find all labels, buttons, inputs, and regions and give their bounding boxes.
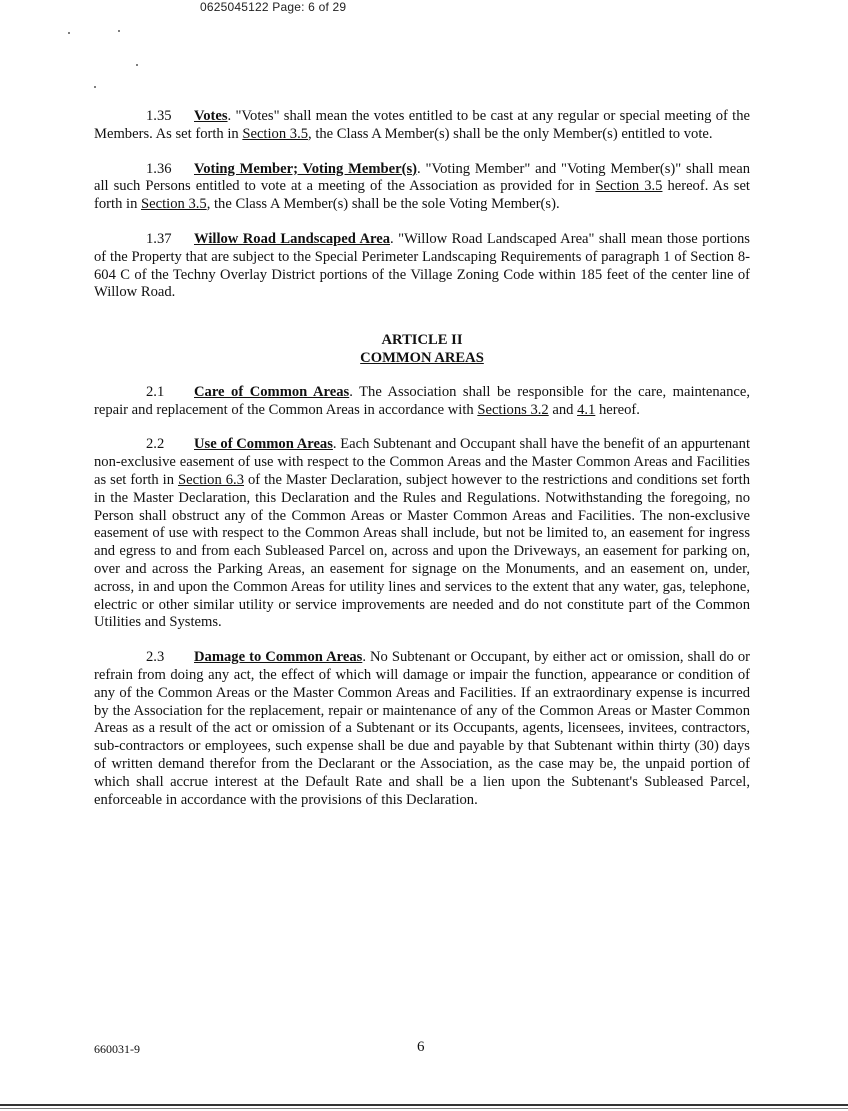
paragraph-text: of the Master Declaration, subject however to the restrictions and conditions set forth in the Master Declaration, this Declaration and the Rules and Regulations. Notwithstanding the foregoing, no Person shall obstruct any of the Common Areas or Master Common Areas and Facilities. The non-exclusive easement of use with respect to the Common Areas shall include, but not be limited to, an easement for ingress and egress to and from each Subleased Parcel on, across and upon the Driveways, an easement for parking on, over and across the Parking Areas, an easement for signage on the Monuments, and an easement on, under, across, in and upon the Common Areas for utility lines and services to the extent that any water, gas, telephone, electric or other similar utility or service improvements are needed and do not constitute part of the Common Utilities and Systems. bbox=[94, 471, 750, 631]
paragraph-text: . Each Subtenant and Occupant shall have the benefit of an appurtenant non-exclusive easement of use with respect to the Common Areas and the Master Common Areas and Facilities as set forth in bbox=[94, 436, 750, 488]
paragraph-text: . No Subtenant or Occupant, by either act or omission, shall do or refrain from doing any act, the effect of which will damage or impair the function, appearance or condition of any of the Common Areas or the Master Common Areas and Facilities. If an extraordinary expense is incurred by the Association for the replacement, repair or maintenance of any of the Common Areas or Master Common Areas as a result of the act or omission of a Subtenant or its Occupants, agents, licensees, invitees, contractors, sub-contractors or employees, such expense shall be due and payable by that Subtenant within thirty (30) days of written demand therefor from the Declarant or the Association, as the case may be, the unpaid portion of which shall accrue interest at the Default Rate and shall be a lien upon the Subtenant's Subleased Parcel, enforceable in accordance with the provisions of this Declaration. bbox=[94, 649, 750, 808]
section-heading: Willow Road Landscaped Area bbox=[194, 230, 390, 247]
paragraph-text: . "Votes" shall mean the votes entitled to be cast at any regular or special meeting of the Members. As set forth in bbox=[94, 108, 750, 142]
scan-speck bbox=[136, 64, 138, 66]
section-heading: Use of Common Areas bbox=[194, 436, 333, 453]
section-reference: 4.1 bbox=[577, 401, 596, 418]
scan-bottom-edge bbox=[0, 1108, 848, 1109]
article-label: ARTICLE II bbox=[381, 332, 463, 349]
paragraph-text: . "Willow Road Landscaped Area" shall mean those portions of the Property that are subject to the Special Perimeter Landscaping Requirements of paragraph 1 of Section 8-604 C of the Techny Overlay District portions of the Village Zoning Code within 185 feet of the center line of Willow Road. bbox=[94, 230, 750, 301]
section-heading: Voting Member; Voting Member(s) bbox=[194, 160, 418, 177]
paragraph-text: . "Voting Member" and "Voting Member(s)" shall mean all such Persons entitled to vote at a meeting of the Association as provided for in bbox=[94, 160, 750, 195]
section-number: 2.2 bbox=[146, 436, 165, 453]
section-reference: Section 3.5 bbox=[595, 178, 663, 195]
section-number: 1.36 bbox=[146, 160, 172, 177]
scan-speck bbox=[94, 86, 96, 88]
file-page-header: 0625045122 Page: 6 of 29 bbox=[200, 0, 347, 14]
section-number: 2.3 bbox=[146, 649, 165, 666]
paragraph-text: , the Class A Member(s) shall be the only Member(s) entitled to vote. bbox=[308, 125, 713, 142]
document-body bbox=[94, 108, 750, 809]
article-title: COMMON AREAS bbox=[360, 349, 484, 366]
scan-bottom-edge bbox=[0, 1104, 848, 1106]
section-heading: Damage to Common Areas bbox=[194, 649, 363, 666]
article-heading bbox=[94, 332, 750, 368]
paragraph-1-35 bbox=[94, 108, 750, 144]
section-reference: Section 3.5 bbox=[141, 196, 207, 213]
paragraph-text: hereof. As set forth in bbox=[94, 178, 750, 213]
paragraph-text: , the Class A Member(s) shall be the sole Voting Member(s). bbox=[206, 196, 560, 213]
paragraph-text: hereof. bbox=[595, 401, 640, 418]
paragraph-text: . The Association shall be responsible for the care, maintenance, repair and replacement of the Common Areas in accordance with bbox=[94, 383, 750, 418]
footer-page-number: 6 bbox=[417, 1039, 425, 1055]
section-number: 1.35 bbox=[146, 108, 172, 124]
section-heading: Care of Common Areas bbox=[194, 383, 350, 400]
scan-speck bbox=[68, 32, 70, 34]
paragraph-text: and bbox=[548, 401, 578, 418]
section-reference: Sections 3.2 bbox=[477, 401, 549, 418]
paragraph-2-1 bbox=[94, 384, 750, 420]
section-number: 2.1 bbox=[146, 383, 165, 400]
paragraph-1-37 bbox=[94, 231, 750, 302]
paragraph-1-36 bbox=[94, 161, 750, 214]
section-number: 1.37 bbox=[146, 230, 172, 247]
paragraph-2-2 bbox=[94, 436, 750, 632]
section-heading: Votes bbox=[194, 108, 228, 124]
paragraph-2-3 bbox=[94, 649, 750, 809]
section-reference: Section 3.5 bbox=[242, 125, 309, 142]
section-reference: Section 6.3 bbox=[178, 471, 244, 488]
scan-speck bbox=[118, 30, 120, 32]
footer-document-id: 660031-9 bbox=[94, 1042, 140, 1056]
